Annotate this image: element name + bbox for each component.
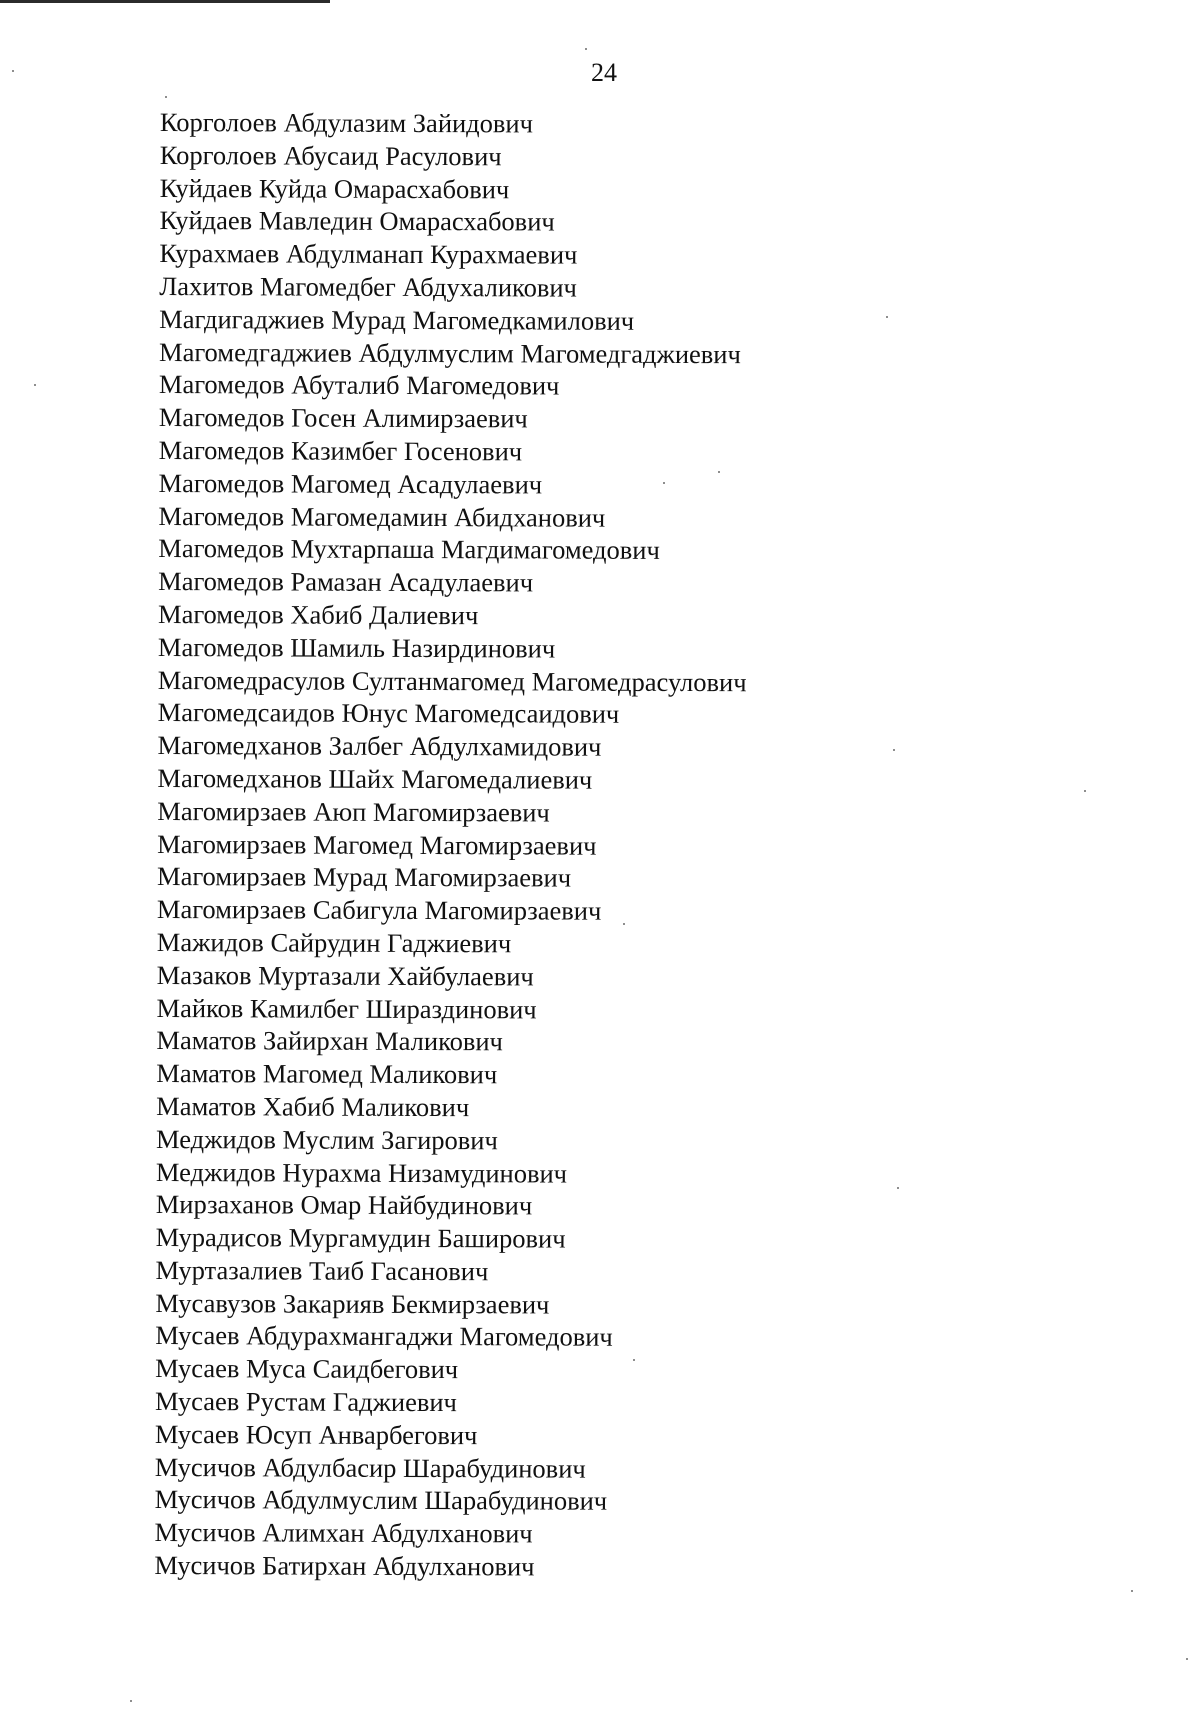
scan-speck [1131,1590,1133,1592]
scan-speck [1084,790,1086,792]
list-item: Магомедов Хабиб Далиевич [157,598,479,631]
list-item: Магомирзаев Сабигула Магомирзаевич [156,894,602,926]
scan-speck [34,384,36,386]
page-number: 24 [591,58,617,87]
list-item: Мусичов Абдулбасир Шарабудинович [154,1451,586,1484]
list-item: Магомедов Рамазан Асадулаевич [158,566,534,598]
scan-speck [623,923,625,925]
list-item: Магомирзаев Магомед Магомирзаевич [157,828,597,861]
list-item: Магомедов Мухтарпаша Магдимагомедович [158,533,660,566]
scan-speck [663,482,665,484]
name-list [154,106,1060,1585]
list-item: Магомедсаидов Юнус Магомедсаидович [157,697,620,730]
list-item: Мусаев Рустам Гаджиевич [154,1386,457,1418]
scan-edge-line [0,0,330,3]
scan-speck [897,1187,899,1189]
list-item: Магомедгаджиев Абдулмуслим Магомедгаджиевич [158,336,741,369]
list-item: Курахмаев Абдулманап Курахмаевич [159,238,578,270]
scan-speck [130,1700,132,1702]
list-item: Мурадисов Мургамудин Баширович [155,1222,566,1254]
list-item: Мусаев Муса Саидбегович [155,1353,459,1385]
list-item: Мусичов Батирхан Абдулханович [154,1550,535,1582]
list-item: Маматов Зайирхан Маликович [156,1025,503,1057]
list-item: Магомедрасулов Султанмагомед Магомедрасулович [157,664,747,697]
list-item: Маматов Магомед Маликович [156,1058,498,1090]
scan-speck [718,471,720,473]
list-item: Магомедов Абуталиб Магомедович [158,369,560,401]
list-item: Мусаев Абдурахмангаджи Магомедович [155,1320,613,1353]
list-item: Магомедов Госен Алимирзаевич [158,402,528,434]
scan-speck [165,96,167,98]
list-item: Магомедов Казимбег Госенович [158,434,523,467]
list-item: Мазаков Муртазали Хайбулаевич [156,959,534,992]
scan-speck [12,70,14,72]
list-item: Магомирзаев Аюп Магомирзаевич [157,795,550,828]
scan-speck [633,1359,635,1361]
list-item: Мусичов Абдулмуслим Шарабудинович [154,1484,608,1517]
list-item: Магдигаджиев Мурад Магомедкамилович [159,303,635,336]
list-item: Магомедов Магомед Асадулаевич [158,467,543,500]
list-item: Мирзаханов Омар Найбудинович [155,1189,533,1221]
list-item: Лахитов Магомедбег Абдухаликович [159,270,577,303]
list-item: Корголоев Абдулазим Зайидович [159,106,534,139]
list-item: Куйдаев Куйда Омарасхабович [159,172,510,204]
list-item: Магомедов Шамиль Назирдинович [157,631,556,664]
list-item: Мажидов Сайрудин Гаджиевич [156,926,512,959]
scan-speck [893,749,895,751]
list-item: Майков Камилбег Шираздинович [156,992,537,1024]
list-item: Муртазалиев Таиб Гасанович [155,1254,489,1287]
list-item: Магомирзаев Мурад Магомирзаевич [156,861,572,893]
list-item: Мусавузов Закарияв Бекмирзаевич [155,1287,550,1320]
list-item: Магомедов Магомедамин Абидханович [158,500,606,533]
list-item: Меджидов Нурахма Низамудинович [155,1156,568,1189]
list-item: Куйдаев Мавледин Омарасхабович [159,205,555,237]
list-item: Магомедханов Залбег Абдулхамидович [157,730,602,762]
list-item: Корголоев Абусаид Расулович [159,139,502,172]
list-item: Мусичов Алимхан Абдулханович [154,1517,533,1549]
scan-speck [585,48,587,50]
list-item: Мусаев Юсуп Анварбегович [154,1418,478,1451]
scan-speck [886,316,888,318]
list-item: Магомедханов Шайх Магомедалиевич [157,762,593,795]
scan-speck [1186,1658,1188,1660]
list-item: Маматов Хабиб Маликович [156,1090,470,1123]
list-item: Меджидов Муслим Загирович [155,1123,498,1156]
